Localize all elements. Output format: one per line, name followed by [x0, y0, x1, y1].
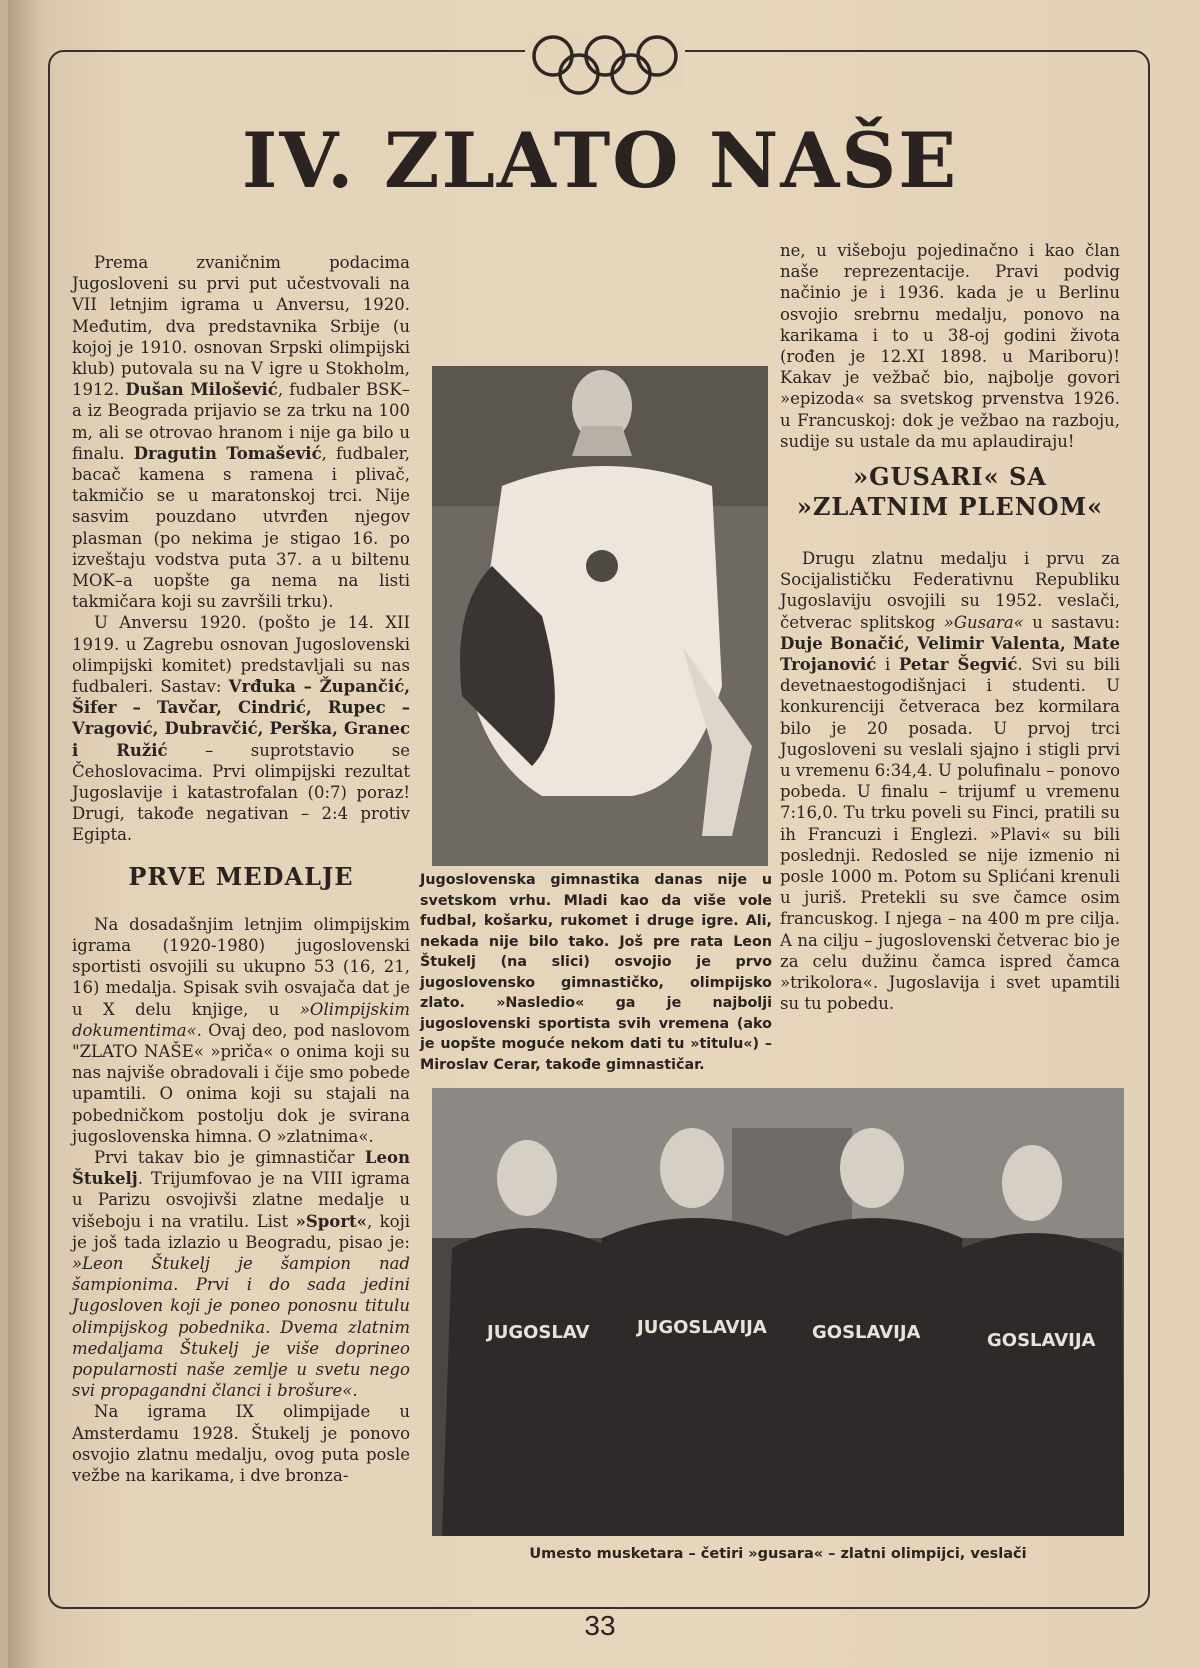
text-run: . Ovaj deo, pod naslovom "ZLATO NAŠE« »priča« o onima koji su nas najviše obradovali i čije smo pobede upamtili. O onima koji su stajali na pobedničkom postolju dok je svirana jugoslovenska himna. O »zlatnima«.	[72, 1020, 410, 1146]
bold-text: Dragutin Tomašević	[133, 443, 322, 463]
rowers-group	[432, 1088, 1124, 1536]
paragraph	[780, 240, 1120, 452]
paragraph	[72, 1401, 410, 1486]
section-heading: »GUSARI« SA »ZLATNIM PLENOM«	[796, 462, 1104, 522]
text-run: u sastavu:	[1023, 612, 1120, 632]
column-right	[780, 240, 1120, 1015]
column-left	[72, 252, 410, 1486]
paragraph	[72, 612, 410, 845]
text-run: Na igrama IX olimpijade u Amsterdamu 1928. Štukelj je ponovo osvojio zlatnu medalju, ovog puta posle vežbe na karikama, i dve bronza-	[72, 1402, 410, 1485]
bold-text: Petar Šegvić	[898, 655, 1018, 675]
text-run: Drugu zlatnu medalju i prvu za Socijalističku Federativnu Republiku Jugoslaviju osvojili su 1952. veslači, četverac splitskog	[780, 549, 1120, 632]
text-run: . Trijumfovao je na VIII igrama u Parizu osvojivši zlatne medalje u višeboju i na vratilu. List	[72, 1169, 410, 1231]
olympic-rings-icon	[525, 28, 685, 100]
text-run: , fudbaler BSK–a iz Beograda prijavio se za trku na 100 m, ali se otrovao hranom i nije ga bilo u finalu.	[72, 380, 410, 463]
text-run: Prvi takav bio je gimnastičar	[94, 1147, 365, 1167]
jersey-text: JUGOSLAV	[487, 1322, 590, 1343]
italic-text: »Leon Štukelj je šampion nad šampionima. Prvi i do sada jedini Jugosloven koji je poneo ponosnu titulu olimpijskog pobednika. Dvema zlatnim medaljama Štukelj je više doprineo popularnosti naše zemlje u svetu nego svi propagandni članci i brošure«.	[72, 1253, 410, 1401]
bold-text: Dušan Milošević	[125, 380, 278, 400]
text-run: U Anversu 1920. (pošto je 14. XII 1919. u Zagrebu osnovan Jugoslovenski olimpijski komitet) predstavljali su nas fudbaleri. Sastav:	[72, 613, 410, 697]
text-run: Na dosadašnjim letnjim olimpijskim igrama (1920-1980) jugoslovenski sportisti osvojili su ukupno 53 (16, 21, 16) medalja. Spisak svih osvajača dat je u X delu knjige, u	[72, 914, 410, 1019]
text-run: ne, u višeboju pojedinačno i kao član naše reprezentacije. Pravi podvig načinio je i 1936. kada je u Berlinu osvojio srebrnu medalju, ponovo na karikama i to u 38-oj godini života (rođen je 12.XI 1898. u Mariboru)! Kakav je vežbač bio, najbolje govori »epizoda« sa svetskog prvenstva 1926. u Francuskoj: dok je vežbao na razboju, sudije su ustale da mu aplaudiraju!	[780, 241, 1120, 451]
photo-caption: Umesto musketara – četiri »gusara« – zlatni olimpijci, veslači	[529, 1546, 1027, 1562]
photo-rowers	[432, 1088, 1124, 1536]
bold-text: »Sport«	[295, 1211, 367, 1231]
jersey-text: GOSLAVIJA	[812, 1322, 921, 1343]
section-heading: PRVE MEDALJE	[128, 861, 354, 891]
text-run: , koji je još tada izlazio u Beogradu, pisao je:	[72, 1211, 410, 1252]
paragraph	[72, 914, 410, 1147]
paragraph	[780, 548, 1120, 1014]
paragraph	[72, 1147, 410, 1401]
text-run: – suprotstavio se Čehoslovacima. Prvi olimpijski rezultat Jugoslavije i katastrofalan (0:7) poraz! Drugi, takođe negativan – 2:4 protiv Egipta.	[72, 740, 410, 845]
jersey-text: GOSLAVIJA	[987, 1330, 1096, 1351]
text-run: . Svi su bili devetnaestogodišnjaci i studenti. U konkurenciji četveraca bez kormilara bilo je 20 posada. U prvoj trci Jugosloveni su veslali sjajno i stigli prvi u vremenu 6:34,4. U polufinalu – ponovo pobeda. U finalu – trijumf u vremenu 7:16,0. Tu trku poveli su Finci, pratili su ih Francuzi i Englezi. »Plavi« su bili poslednji. Redosled se nije izmenio ni posle 1000 m. Potom su Splićani krenuli u juriš. Pretekli su sve čamce osim francuskog. I njega – na 400 m pre cilja. A na cilju – jugoslovenski četverac bio je za celu dužinu čamca ispred čamca »trikolora«. Jugoslavija i svet upamtili su tu pobedu.	[780, 655, 1121, 1014]
paragraph	[72, 252, 410, 612]
photo-gymnast	[432, 366, 768, 866]
italic-text: »Olimpijskim dokumentima«	[72, 999, 410, 1040]
gymnast-figure	[432, 366, 768, 866]
page-number: 33	[584, 1610, 616, 1641]
page-title: IV. ZLATO NAŠE	[241, 116, 959, 205]
jersey-text: JUGOSLAVIJA	[637, 1317, 767, 1338]
text-run: , fudbaler, bacač kamena s ramena i plivač, takmičio se u maratonskoj trci. Nije sasvim pouzdano utvrđen njegov plasman (po nekima je stigao 16. po izveštaju vodstva puta 37. a u biltenu MOK–a uopšte ga nema na listi takmičara koji su završili trku).	[72, 443, 410, 612]
bold-text: Leon Štukelj	[72, 1147, 410, 1189]
photo-caption: Jugoslovenska gimnastika danas nije u svetskom vrhu. Mladi kao da više vole fudbal, košarku, rukomet i druge igre. Ali, nekada nije bilo tako. Još pre rata Leon Štukelj (na slici) osvojio je prvo jugoslovensko gimnastičko, olimpijsko zlato. »Nasledio« ga je najbolji jugoslovenski sportista svih vremena (ako je uopšte moguće nekom dati tu »titulu«) – Miroslav Cerar, takođe gimnastičar.	[420, 872, 772, 1073]
bold-text: Duje Bonačić, Velimir Valenta, Mate Trojanović	[780, 633, 1120, 675]
italic-text: »Gusara«	[943, 612, 1024, 632]
text-run: Prema zvaničnim podacima Jugosloveni su prvi put učestvovali na VII letnjim igrama u Anversu, 1920. Međutim, dva predstavnika Srbije (u kojoj je 1910. osnovan Srpski olimpijski klub) putovala su na V igre u Stokholm, 1912.	[72, 253, 410, 400]
text-run: i	[876, 655, 899, 675]
bold-text: Vrđuka – Župančić, Šifer – Tavčar, Cindrić, Rupec – Vragović, Dubravčić, Perška, Granec i Ružić	[72, 677, 411, 760]
